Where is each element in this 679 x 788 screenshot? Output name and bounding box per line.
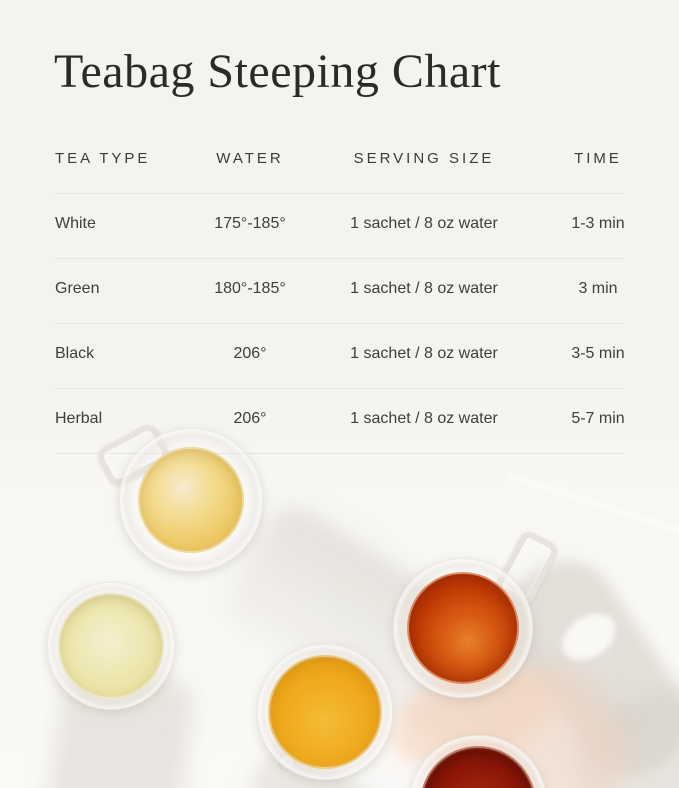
header-time: TIME bbox=[574, 150, 622, 167]
cell-time: 3-5 min bbox=[571, 345, 625, 362]
table-row-green bbox=[55, 280, 659, 302]
header-serving-size: SERVING SIZE bbox=[353, 150, 495, 167]
header-tea-type: TEA TYPE bbox=[55, 150, 151, 167]
glass-rim bbox=[393, 558, 533, 698]
cell-time: 5-7 min bbox=[571, 410, 625, 427]
light-streak bbox=[509, 474, 679, 537]
cell-serving-size: 1 sachet / 8 oz water bbox=[350, 410, 498, 427]
divider-line bbox=[55, 258, 624, 259]
amber-tea-cup bbox=[257, 644, 393, 780]
cell-water: 180°-185° bbox=[214, 280, 286, 297]
cell-time: 1-3 min bbox=[571, 215, 625, 232]
pale-gold-tea-cup bbox=[119, 428, 263, 572]
cell-water: 206° bbox=[233, 410, 267, 427]
table-header-row bbox=[55, 150, 659, 172]
cell-serving-size: 1 sachet / 8 oz water bbox=[350, 345, 498, 362]
cell-tea-type: Black bbox=[55, 345, 95, 362]
cell-serving-size: 1 sachet / 8 oz water bbox=[350, 280, 498, 297]
cell-tea-type: Green bbox=[55, 280, 100, 297]
pale-straw-tea-cup bbox=[47, 582, 175, 710]
glass-rim bbox=[257, 644, 393, 780]
glass-rim bbox=[47, 582, 175, 710]
cell-serving-size: 1 sachet / 8 oz water bbox=[350, 215, 498, 232]
page-title: Teabag Steeping Chart bbox=[54, 45, 501, 98]
divider-line bbox=[55, 388, 624, 389]
glass-rim bbox=[119, 428, 263, 572]
divider-line bbox=[55, 323, 624, 324]
cell-time: 3 min bbox=[578, 280, 618, 297]
divider-line bbox=[55, 193, 624, 194]
dark-amber-tea-cup bbox=[393, 558, 533, 698]
cell-water: 175°-185° bbox=[214, 215, 286, 232]
header-water: WATER bbox=[216, 150, 284, 167]
cell-water: 206° bbox=[233, 345, 267, 362]
table-row-black bbox=[55, 345, 659, 367]
table-row-white bbox=[55, 215, 659, 237]
cell-tea-type: White bbox=[55, 215, 96, 232]
steeping-table bbox=[55, 140, 659, 470]
cell-tea-type: Herbal bbox=[55, 410, 103, 427]
